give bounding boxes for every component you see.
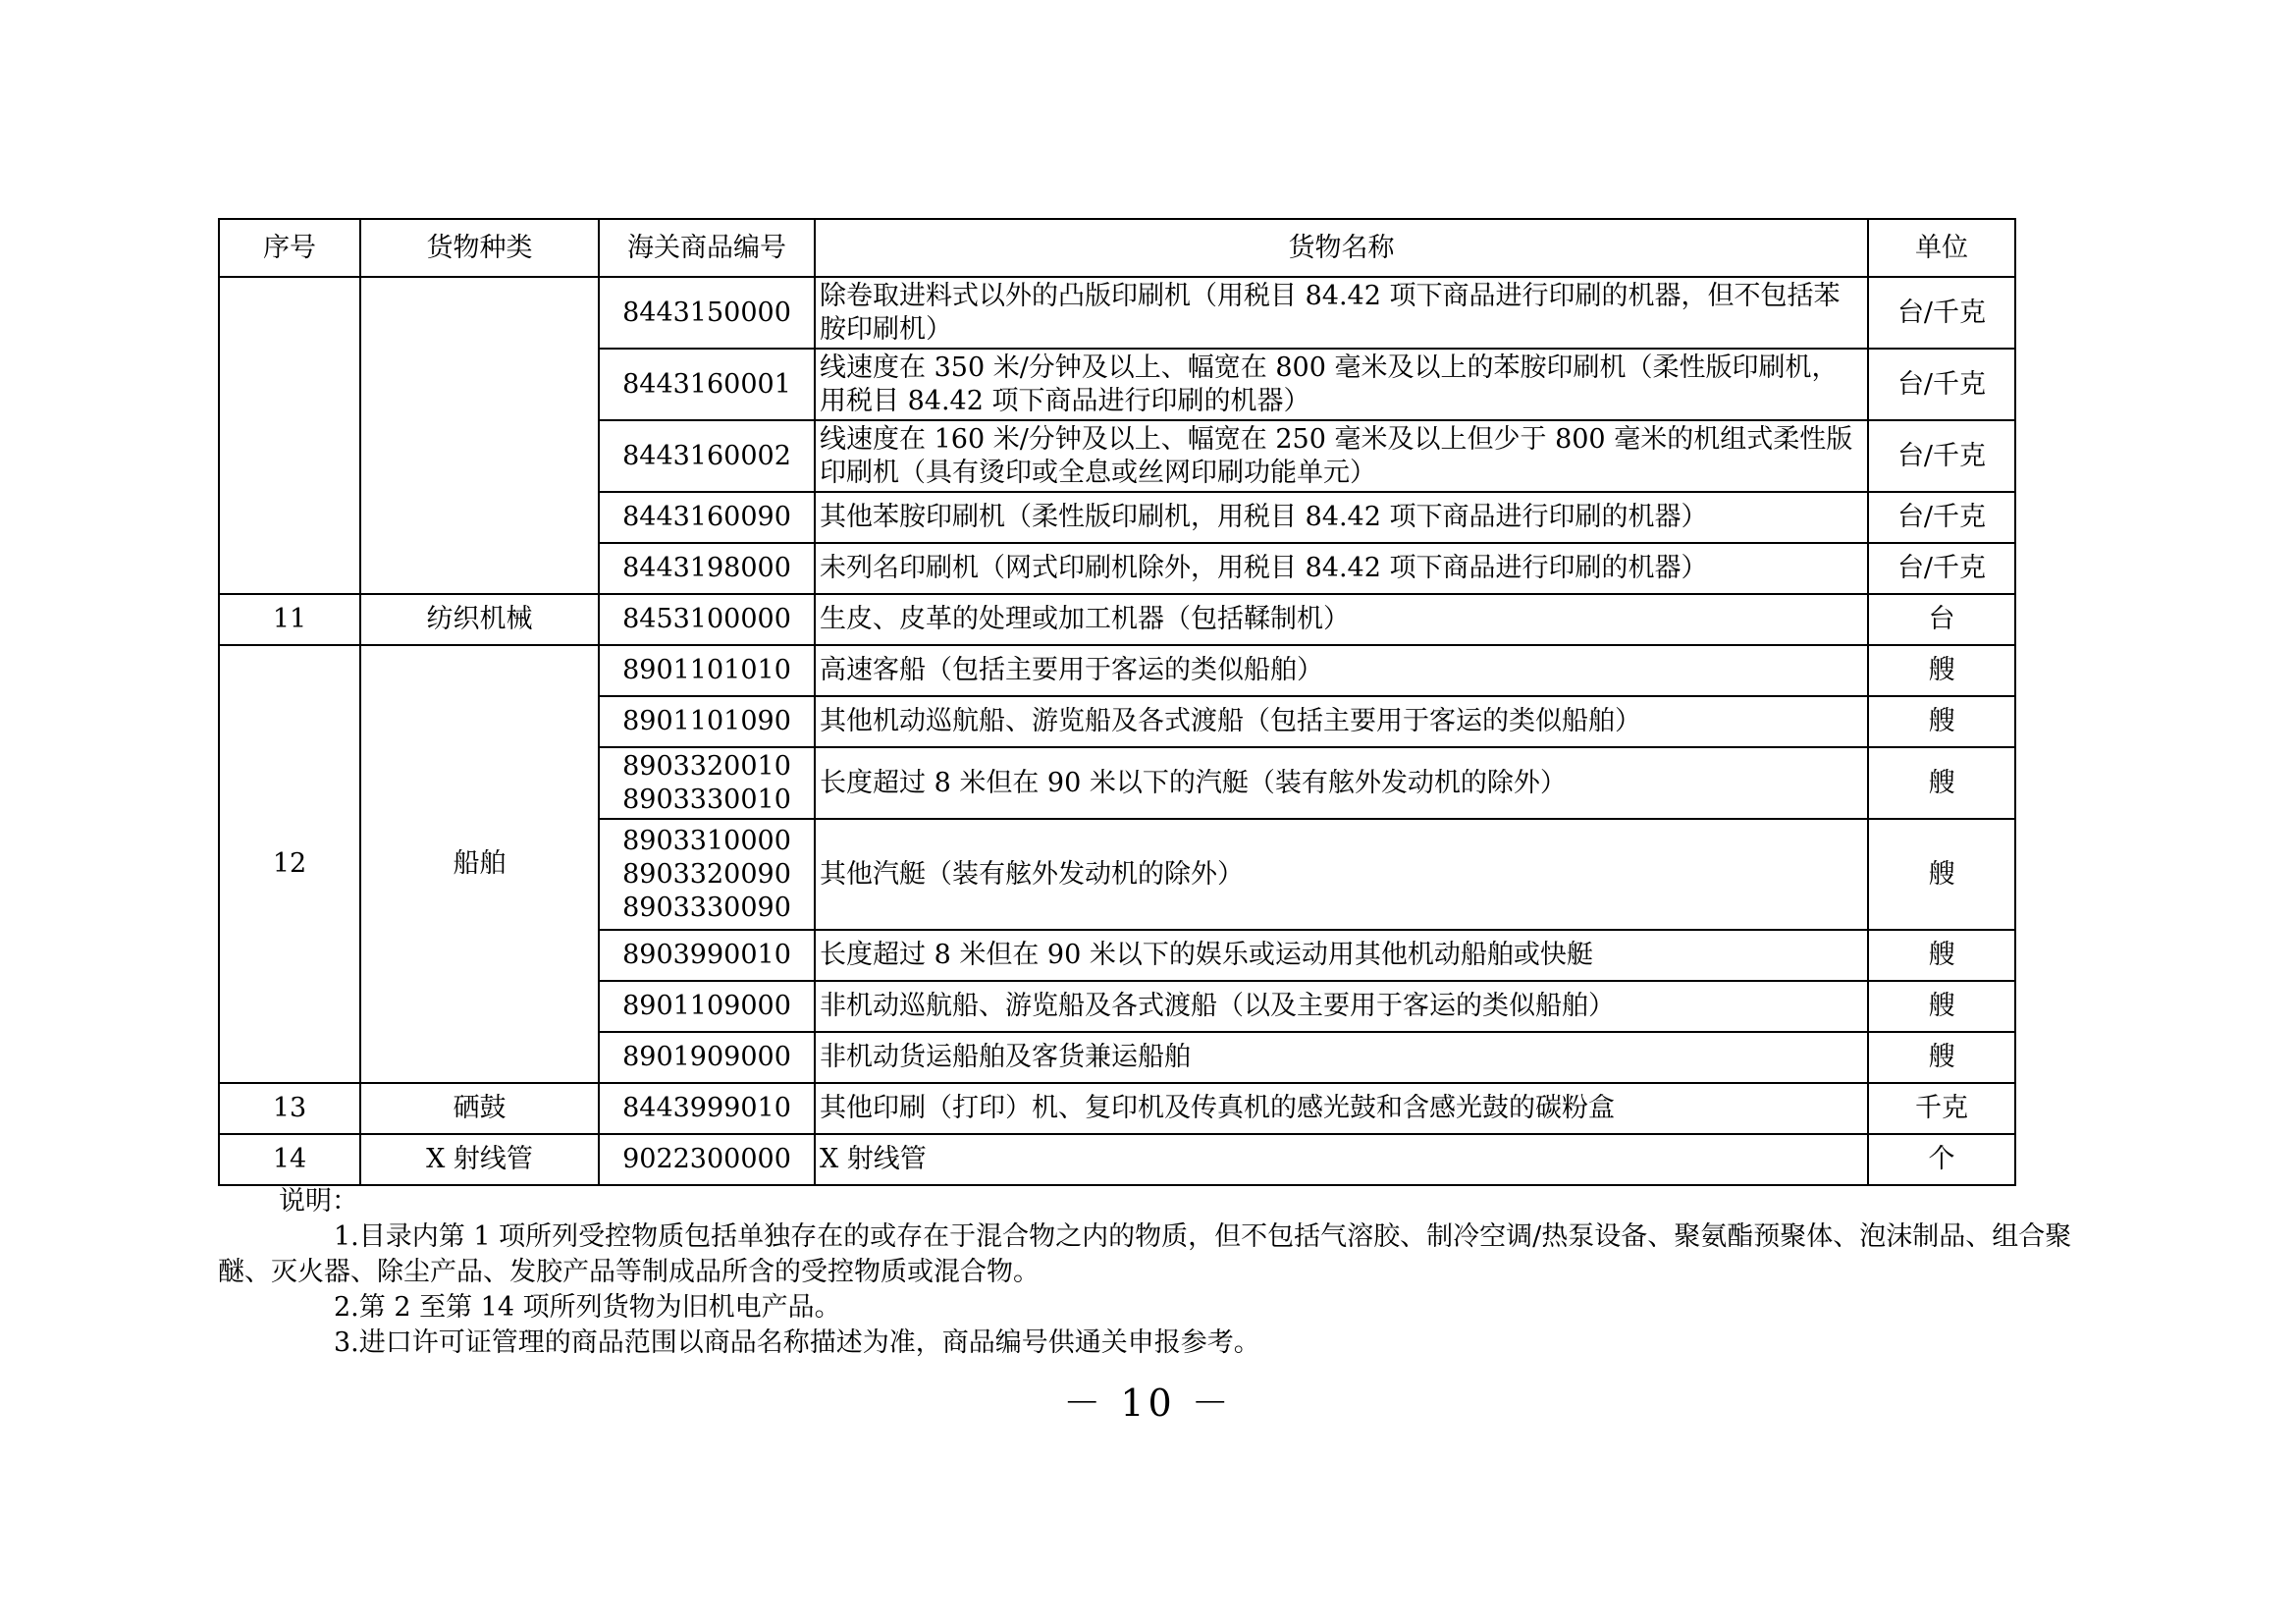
unit-cell: 艘: [1868, 819, 2015, 930]
code-text: 9022300000: [622, 1144, 791, 1174]
code-cell: [599, 645, 815, 696]
category-cell: 硒鼓: [360, 1083, 599, 1134]
category-cell: 纺织机械: [360, 594, 599, 645]
goods-name-cell: X 射线管: [815, 1134, 1868, 1185]
goods-name-cell: 未列名印刷机（网式印刷机除外，用税目 84.42 项下商品进行印刷的机器）: [815, 543, 1868, 594]
goods-name-cell: 线速度在 350 米/分钟及以上、幅宽在 800 毫米及以上的苯胺印刷机（柔性版印刷机，用税目 84.42 项下商品进行印刷的机器）: [815, 349, 1868, 420]
unit-cell: 艘: [1868, 696, 2015, 747]
notes-title: 说明：: [279, 1186, 358, 1217]
code-text: 8903990010: [622, 940, 791, 970]
code-cell: [599, 981, 815, 1032]
table-row: [219, 1134, 2015, 1185]
code-cell: [599, 747, 815, 819]
unit-cell: 艘: [1868, 930, 2015, 981]
code-text: 8903330090: [622, 892, 791, 923]
goods-name-cell: 非机动货运船舶及客货兼运船舶: [815, 1032, 1868, 1083]
goods-name-cell: 生皮、皮革的处理或加工机器（包括鞣制机）: [815, 594, 1868, 645]
code-text: 8901101090: [622, 706, 791, 736]
header-category: 货物种类: [360, 219, 599, 277]
unit-cell: 台/千克: [1868, 492, 2015, 543]
goods-name-cell: 线速度在 160 米/分钟及以上、幅宽在 250 毫米及以上但少于 800 毫米的机组式柔性版印刷机（具有烫印或全息或丝网印刷功能单元）: [815, 420, 1868, 492]
seq-cell: 12: [219, 645, 360, 1083]
table-row: [219, 594, 2015, 645]
table-header-row: [219, 219, 2015, 277]
unit-cell: 台/千克: [1868, 349, 2015, 420]
code-text: 8443198000: [622, 553, 791, 583]
code-cell: [599, 277, 815, 349]
code-text: 8903310000: [622, 825, 791, 856]
goods-name-cell: 其他苯胺印刷机（柔性版印刷机，用税目 84.42 项下商品进行印刷的机器）: [815, 492, 1868, 543]
code-cell: [599, 492, 815, 543]
unit-cell: 个: [1868, 1134, 2015, 1185]
code-text: 8903320010: [622, 750, 791, 782]
code-cell: [599, 930, 815, 981]
goods-table: [218, 218, 2016, 1186]
unit-cell: 艘: [1868, 645, 2015, 696]
goods-name-cell: 其他机动巡航船、游览船及各式渡船（包括主要用于客运的类似船舶）: [815, 696, 1868, 747]
note-item: 1.目录内第 1 项所列受控物质包括单独存在的或存在于混合物之内的物质，但不包括气溶胶、制冷空调/热泵设备、聚氨酯预聚体、泡沫制品、组合聚醚、灭火器、除尘产品、发胶产品等制成品所含的受控物质或混合物。: [218, 1221, 2072, 1287]
note-item: 3.进口许可证管理的商品范围以商品名称描述为准，商品编号供通关申报参考。: [334, 1327, 1260, 1358]
code-cell: [599, 543, 815, 594]
unit-cell: 台: [1868, 594, 2015, 645]
code-cell: [599, 594, 815, 645]
seq-cell: [219, 277, 360, 594]
code-cell: [599, 420, 815, 492]
unit-cell: 台/千克: [1868, 420, 2015, 492]
goods-name-cell: 其他汽艇（装有舷外发动机的除外）: [815, 819, 1868, 930]
goods-name-cell: 除卷取进料式以外的凸版印刷机（用税目 84.42 项下商品进行印刷的机器，但不包括苯胺印刷机）: [815, 277, 1868, 349]
code-text: 8443150000: [622, 297, 791, 328]
unit-cell: 千克: [1868, 1083, 2015, 1134]
unit-cell: 台/千克: [1868, 543, 2015, 594]
goods-name-cell: 其他印刷（打印）机、复印机及传真机的感光鼓和含感光鼓的碳粉盒: [815, 1083, 1868, 1134]
unit-cell: 艘: [1868, 981, 2015, 1032]
header-goods-name: 货物名称: [815, 219, 1868, 277]
code-text: 8901101010: [622, 655, 791, 685]
goods-name-cell: 高速客船（包括主要用于客运的类似船舶）: [815, 645, 1868, 696]
seq-cell: 11: [219, 594, 360, 645]
header-customs-code: 海关商品编号: [599, 219, 815, 277]
seq-cell: 14: [219, 1134, 360, 1185]
goods-name-cell: 长度超过 8 米但在 90 米以下的娱乐或运动用其他机动船舶或快艇: [815, 930, 1868, 981]
note-item: 2.第 2 至第 14 项所列货物为旧机电产品。: [334, 1292, 841, 1323]
code-text: 8903320090: [622, 858, 791, 890]
code-text: 8443160090: [622, 502, 791, 532]
code-text: 8453100000: [622, 604, 791, 634]
header-unit: 单位: [1868, 219, 2015, 277]
table-row: [219, 1083, 2015, 1134]
code-text: 8443160001: [622, 368, 791, 400]
code-text: 8443999010: [622, 1093, 791, 1123]
category-cell: 船舶: [360, 645, 599, 1083]
seq-cell: 13: [219, 1083, 360, 1134]
table-row: [219, 645, 2015, 696]
unit-cell: 艘: [1868, 747, 2015, 819]
category-cell: X 射线管: [360, 1134, 599, 1185]
goods-name-cell: 长度超过 8 米但在 90 米以下的汽艇（装有舷外发动机的除外）: [815, 747, 1868, 819]
code-cell: [599, 696, 815, 747]
category-cell: [360, 277, 599, 594]
unit-cell: 台/千克: [1868, 277, 2015, 349]
code-cell: [599, 819, 815, 930]
page-number: － 10 －: [1063, 1381, 1233, 1425]
header-seq: 序号: [219, 219, 360, 277]
code-cell: [599, 1032, 815, 1083]
code-text: 8903330010: [622, 784, 791, 815]
code-text: 8901909000: [622, 1042, 791, 1072]
goods-table-container: [218, 218, 2014, 1186]
table-row: [219, 277, 2015, 349]
code-cell: [599, 1083, 815, 1134]
goods-name-cell: 非机动巡航船、游览船及各式渡船（以及主要用于客运的类似船舶）: [815, 981, 1868, 1032]
code-text: 8443160002: [622, 440, 791, 471]
notes-section: [218, 1184, 2083, 1361]
unit-cell: 艘: [1868, 1032, 2015, 1083]
code-cell: [599, 349, 815, 420]
code-cell: [599, 1134, 815, 1185]
code-text: 8901109000: [622, 991, 791, 1021]
